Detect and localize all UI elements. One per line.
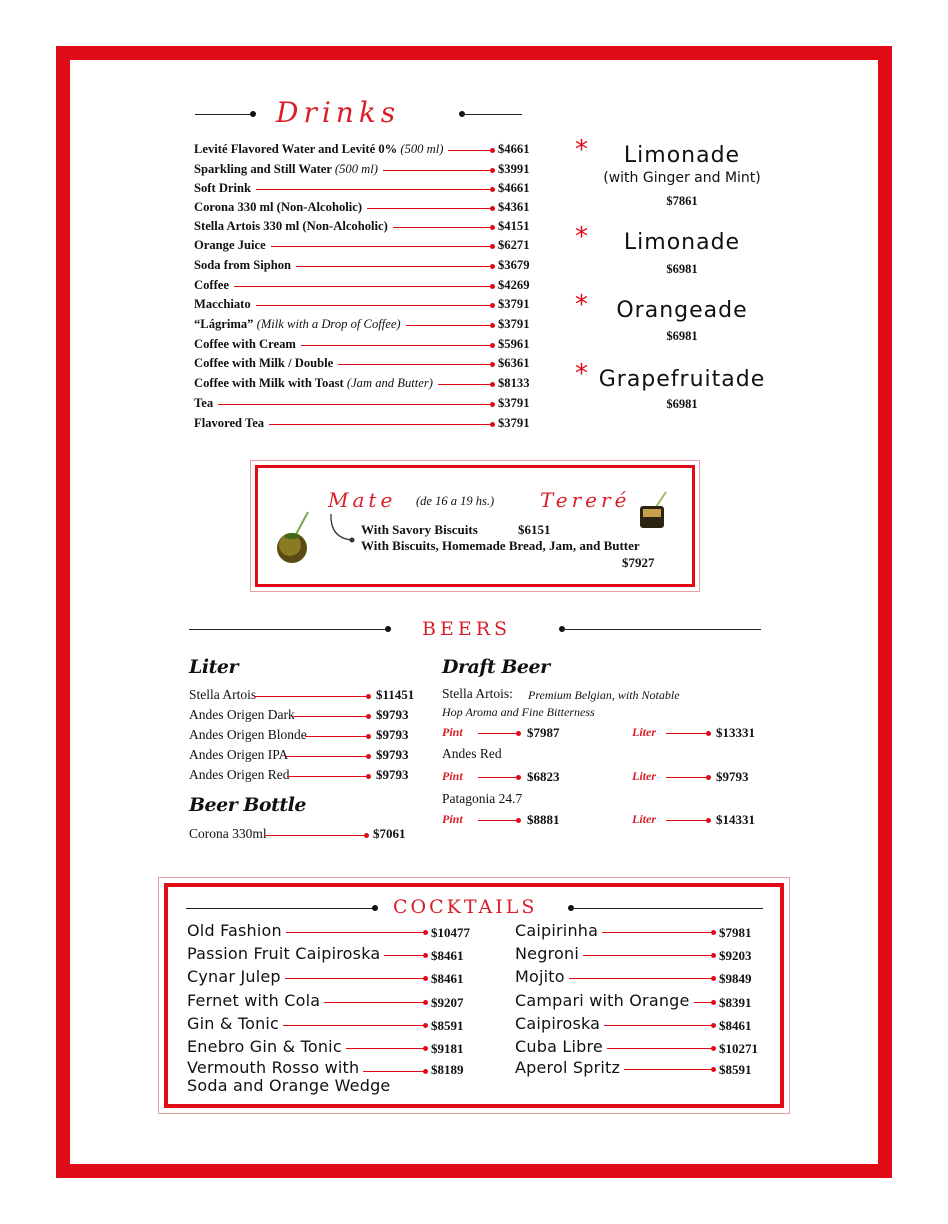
drink-price: $3679 xyxy=(498,258,530,272)
beer-price: $9793 xyxy=(376,747,409,762)
price-leader xyxy=(448,150,492,151)
drink-name: Coffee with Milk / Double xyxy=(194,356,334,370)
drink-note: (Jam and Butter) xyxy=(346,376,433,390)
drink-item xyxy=(194,181,251,196)
price-leader xyxy=(286,932,425,933)
beer-price: $11451 xyxy=(376,687,415,702)
price-leader xyxy=(256,305,492,306)
drink-item xyxy=(194,142,443,157)
liter-label: Liter xyxy=(632,725,656,739)
cocktail-price: $8461 xyxy=(431,948,464,963)
drink-name: Soda from Siphon xyxy=(194,258,292,272)
cocktail-price: $8461 xyxy=(431,971,464,986)
price-leader xyxy=(218,404,492,405)
cocktail-name: Caipiroska xyxy=(515,1014,601,1033)
draft-name: Andes Red xyxy=(442,746,502,761)
pint-price: $7987 xyxy=(527,725,560,740)
leader-dot xyxy=(706,775,711,780)
ade-price: $6981 xyxy=(666,397,698,411)
ade-price: $6981 xyxy=(666,329,698,343)
drink-price: $6361 xyxy=(498,356,530,370)
cocktail-price: $8461 xyxy=(719,1018,752,1033)
drink-name: Tea xyxy=(194,396,214,410)
cocktails-rule-right xyxy=(571,908,763,909)
title-rule-dot xyxy=(250,111,256,117)
cocktails-title: COCKTAILS xyxy=(393,896,538,918)
drink-item xyxy=(194,258,291,273)
asterisk-icon: * xyxy=(575,290,588,320)
leader-dot xyxy=(423,953,428,958)
price-leader xyxy=(256,189,492,190)
draft-desc: Premium Belgian, with Notable xyxy=(528,688,680,702)
drink-price: $3791 xyxy=(498,416,530,430)
leader-dot xyxy=(490,264,495,269)
drink-note: (Milk with a Drop of Coffee) xyxy=(256,317,401,331)
beer-price: $7061 xyxy=(373,826,406,841)
cocktail-name: Caipirinha xyxy=(515,921,599,940)
price-leader xyxy=(406,325,492,326)
ade-name: Grapefruitade xyxy=(598,367,766,392)
drink-name: Corona 330 ml (Non-Alcoholic) xyxy=(194,200,363,214)
drink-name: Sparkling and Still Water xyxy=(194,162,332,176)
cocktail-name: Aperol Spritz xyxy=(515,1058,621,1077)
draft-name: Patagonia 24.7 xyxy=(442,791,523,806)
liter-label: Liter xyxy=(632,769,656,783)
price-leader xyxy=(338,364,492,365)
liter-price: $14331 xyxy=(716,812,755,827)
drink-name: Coffee with Milk with Toast xyxy=(194,376,344,390)
cocktail-price: $9207 xyxy=(431,995,464,1010)
price-leader xyxy=(285,978,425,979)
cocktail-price: $8591 xyxy=(431,1018,464,1033)
price-leader xyxy=(254,696,368,697)
leader-dot xyxy=(490,187,495,192)
drink-price: $6271 xyxy=(498,238,530,252)
leader-dot xyxy=(423,1069,428,1074)
draft-name: Stella Artois: xyxy=(442,686,513,701)
asterisk-icon: * xyxy=(575,135,588,165)
drink-note: (500 ml) xyxy=(400,142,444,156)
price-leader xyxy=(269,424,492,425)
price-leader xyxy=(296,266,492,267)
beer-name: Andes Origen Red xyxy=(189,767,290,782)
price-leader xyxy=(604,1025,713,1026)
liter-price: $13331 xyxy=(716,725,755,740)
drink-name: Soft Drink xyxy=(194,181,252,195)
drink-item xyxy=(194,238,266,253)
leader-dot xyxy=(490,225,495,230)
price-leader xyxy=(607,1048,713,1049)
cocktail-name: Soda and Orange Wedge xyxy=(187,1076,391,1095)
ade-name: Limonade xyxy=(623,143,741,168)
leader-dot xyxy=(711,976,716,981)
drink-price: $4661 xyxy=(498,142,530,156)
leader-dot xyxy=(490,284,495,289)
cocktail-price: $10271 xyxy=(719,1041,758,1056)
price-leader xyxy=(602,932,713,933)
leader-dot xyxy=(490,244,495,249)
leader-dot xyxy=(711,1067,716,1072)
drink-item xyxy=(194,416,264,431)
pint-label: Pint xyxy=(442,769,463,783)
mate-line2-price: $7927 xyxy=(622,555,655,570)
cocktail-name: Cynar Julep xyxy=(187,967,281,986)
terere-glass-icon xyxy=(636,490,672,530)
leader-dot xyxy=(711,1046,716,1051)
price-leader xyxy=(569,978,713,979)
drink-name: Stella Artois 330 ml (Non-Alcoholic) xyxy=(194,219,388,233)
leader-dot xyxy=(490,402,495,407)
drink-name: Levité Flavored Water and Levité 0% xyxy=(194,142,398,156)
liter-label: Liter xyxy=(632,812,656,826)
leader-dot xyxy=(423,1000,428,1005)
price-leader xyxy=(666,777,708,778)
ade-price: $7861 xyxy=(666,194,698,208)
cocktails-rule-left xyxy=(186,908,374,909)
price-leader xyxy=(383,170,492,171)
price-leader xyxy=(286,756,368,757)
price-leader xyxy=(301,345,492,346)
pint-price: $8881 xyxy=(527,812,560,827)
draft-title: Draft Beer xyxy=(442,656,550,678)
beer-name: Andes Origen Dark xyxy=(189,707,295,722)
leader-dot xyxy=(423,1023,428,1028)
cocktail-name: Old Fashion xyxy=(187,921,282,940)
ade-price: $6981 xyxy=(666,262,698,276)
leader-dot xyxy=(706,818,711,823)
leader-dot xyxy=(490,362,495,367)
drink-name: Flavored Tea xyxy=(194,416,265,430)
terere-title: Tereré xyxy=(540,488,631,512)
drink-price: $4151 xyxy=(498,219,530,233)
beers-rule-left xyxy=(189,629,387,630)
leader-dot xyxy=(516,818,521,823)
drink-name: “Lágrima” xyxy=(194,317,254,331)
price-leader xyxy=(363,1071,425,1072)
cocktail-name: Gin & Tonic xyxy=(187,1014,280,1033)
drinks-title: Drinks xyxy=(276,96,401,129)
bottle-title: Beer Bottle xyxy=(189,794,306,816)
leader-dot xyxy=(490,382,495,387)
drink-price: $4361 xyxy=(498,200,530,214)
beer-name: Corona 330ml xyxy=(189,826,267,841)
leader-dot xyxy=(711,953,716,958)
price-leader xyxy=(583,955,713,956)
price-leader xyxy=(324,1002,425,1003)
beer-name: Stella Artois xyxy=(189,687,257,702)
drink-price: $4661 xyxy=(498,181,530,195)
cocktail-price: $7981 xyxy=(719,925,752,940)
drink-item xyxy=(194,297,251,312)
cocktail-price: $10477 xyxy=(431,925,470,940)
leader-dot xyxy=(490,422,495,427)
drink-item xyxy=(194,219,388,234)
leader-dot xyxy=(490,343,495,348)
leader-dot xyxy=(366,694,371,699)
cocktail-price: $9849 xyxy=(719,971,752,986)
leader-dot xyxy=(490,206,495,211)
leader-dot xyxy=(490,303,495,308)
price-leader xyxy=(293,716,368,717)
cocktail-price: $8391 xyxy=(719,995,752,1010)
drink-item xyxy=(194,278,229,293)
beer-price: $9793 xyxy=(376,727,409,742)
price-leader xyxy=(478,777,518,778)
cocktail-name: Fernet with Cola xyxy=(187,991,321,1010)
drink-price: $3791 xyxy=(498,396,530,410)
beers-rule-right xyxy=(562,629,761,630)
draft-desc: Hop Aroma and Fine Bitterness xyxy=(442,705,595,719)
drink-item xyxy=(194,396,213,411)
mate-line2: With Biscuits, Homemade Bread, Jam, and Butter xyxy=(361,538,640,553)
cocktail-name: Cuba Libre xyxy=(515,1037,603,1056)
cocktails-rule-dot xyxy=(372,905,378,911)
drink-item xyxy=(194,356,333,371)
price-leader xyxy=(367,208,492,209)
drink-price: $8133 xyxy=(498,376,530,390)
beers-rule-dot xyxy=(385,626,391,632)
drink-price: $3791 xyxy=(498,297,530,311)
leader-dot xyxy=(516,775,521,780)
asterisk-icon: * xyxy=(575,222,588,252)
mate-line1: With Savory Biscuits xyxy=(361,522,478,537)
price-leader xyxy=(265,835,366,836)
ade-name: Orangeade xyxy=(616,298,748,323)
beers-title: BEERS xyxy=(422,618,512,640)
price-leader xyxy=(271,246,492,247)
price-leader xyxy=(283,1025,425,1026)
leader-dot xyxy=(366,734,371,739)
cocktail-name: Vermouth Rosso with xyxy=(187,1058,360,1077)
liter-title: Liter xyxy=(189,656,238,678)
ade-name: Limonade xyxy=(623,230,741,255)
ade-sub: (with Ginger and Mint) xyxy=(603,170,761,186)
drink-price: $4269 xyxy=(498,278,530,292)
drink-name: Coffee with Cream xyxy=(194,337,296,351)
drink-item xyxy=(194,162,378,177)
cocktail-price: $9203 xyxy=(719,948,752,963)
drink-item xyxy=(194,317,401,332)
cocktail-name: Passion Fruit Caipiroska xyxy=(187,944,381,963)
drink-name: Orange Juice xyxy=(194,238,266,252)
cocktail-price: $8591 xyxy=(719,1062,752,1077)
leader-dot xyxy=(711,1000,716,1005)
cocktail-price: $9181 xyxy=(431,1041,464,1056)
leader-dot xyxy=(366,754,371,759)
leader-dot xyxy=(423,976,428,981)
liter-price: $9793 xyxy=(716,769,749,784)
leader-dot xyxy=(516,731,521,736)
price-leader xyxy=(234,286,492,287)
drink-price: $3791 xyxy=(498,317,530,331)
price-leader xyxy=(478,820,518,821)
title-rule-left xyxy=(195,114,251,115)
mate-hours: (de 16 a 19 hs.) xyxy=(416,494,495,508)
mate-title: Mate xyxy=(328,488,397,512)
leader-dot xyxy=(490,168,495,173)
price-leader xyxy=(624,1069,713,1070)
price-leader xyxy=(438,384,492,385)
cocktail-price: $8189 xyxy=(431,1062,464,1077)
drink-price: $5961 xyxy=(498,337,530,351)
pint-label: Pint xyxy=(442,725,463,739)
drink-name: Coffee xyxy=(194,278,229,292)
cocktail-name: Enebro Gin & Tonic xyxy=(187,1037,342,1056)
price-leader xyxy=(305,736,368,737)
price-leader xyxy=(384,955,425,956)
price-leader xyxy=(393,227,492,228)
leader-dot xyxy=(364,833,369,838)
leader-dot xyxy=(706,731,711,736)
drink-note: (500 ml) xyxy=(334,162,378,176)
price-leader xyxy=(287,776,368,777)
beer-name: Andes Origen Blonde xyxy=(189,727,307,742)
mate-gourd-icon xyxy=(272,508,316,566)
leader-dot xyxy=(490,148,495,153)
price-leader xyxy=(666,820,708,821)
beer-name: Andes Origen IPA xyxy=(189,747,289,762)
price-leader xyxy=(346,1048,425,1049)
pint-price: $6823 xyxy=(527,769,560,784)
beer-price: $9793 xyxy=(376,767,409,782)
drink-price: $3991 xyxy=(498,162,530,176)
pint-label: Pint xyxy=(442,812,463,826)
drink-item xyxy=(194,376,433,391)
leader-dot xyxy=(711,930,716,935)
cocktail-name: Negroni xyxy=(515,944,579,963)
mate-line1-price: $6151 xyxy=(518,522,551,537)
leader-dot xyxy=(366,774,371,779)
price-leader xyxy=(666,733,708,734)
asterisk-icon: * xyxy=(575,359,588,389)
leader-dot xyxy=(711,1023,716,1028)
leader-dot xyxy=(423,930,428,935)
drink-item xyxy=(194,200,362,215)
price-leader xyxy=(478,733,518,734)
beer-price: $9793 xyxy=(376,707,409,722)
leader-dot xyxy=(366,714,371,719)
curve-arrow-icon xyxy=(328,512,358,544)
drink-item xyxy=(194,337,296,352)
drink-name: Macchiato xyxy=(194,297,251,311)
cocktail-name: Mojito xyxy=(515,967,565,986)
leader-dot xyxy=(490,323,495,328)
title-rule-right xyxy=(462,114,522,115)
cocktail-name: Campari with Orange xyxy=(515,991,690,1010)
leader-dot xyxy=(423,1046,428,1051)
